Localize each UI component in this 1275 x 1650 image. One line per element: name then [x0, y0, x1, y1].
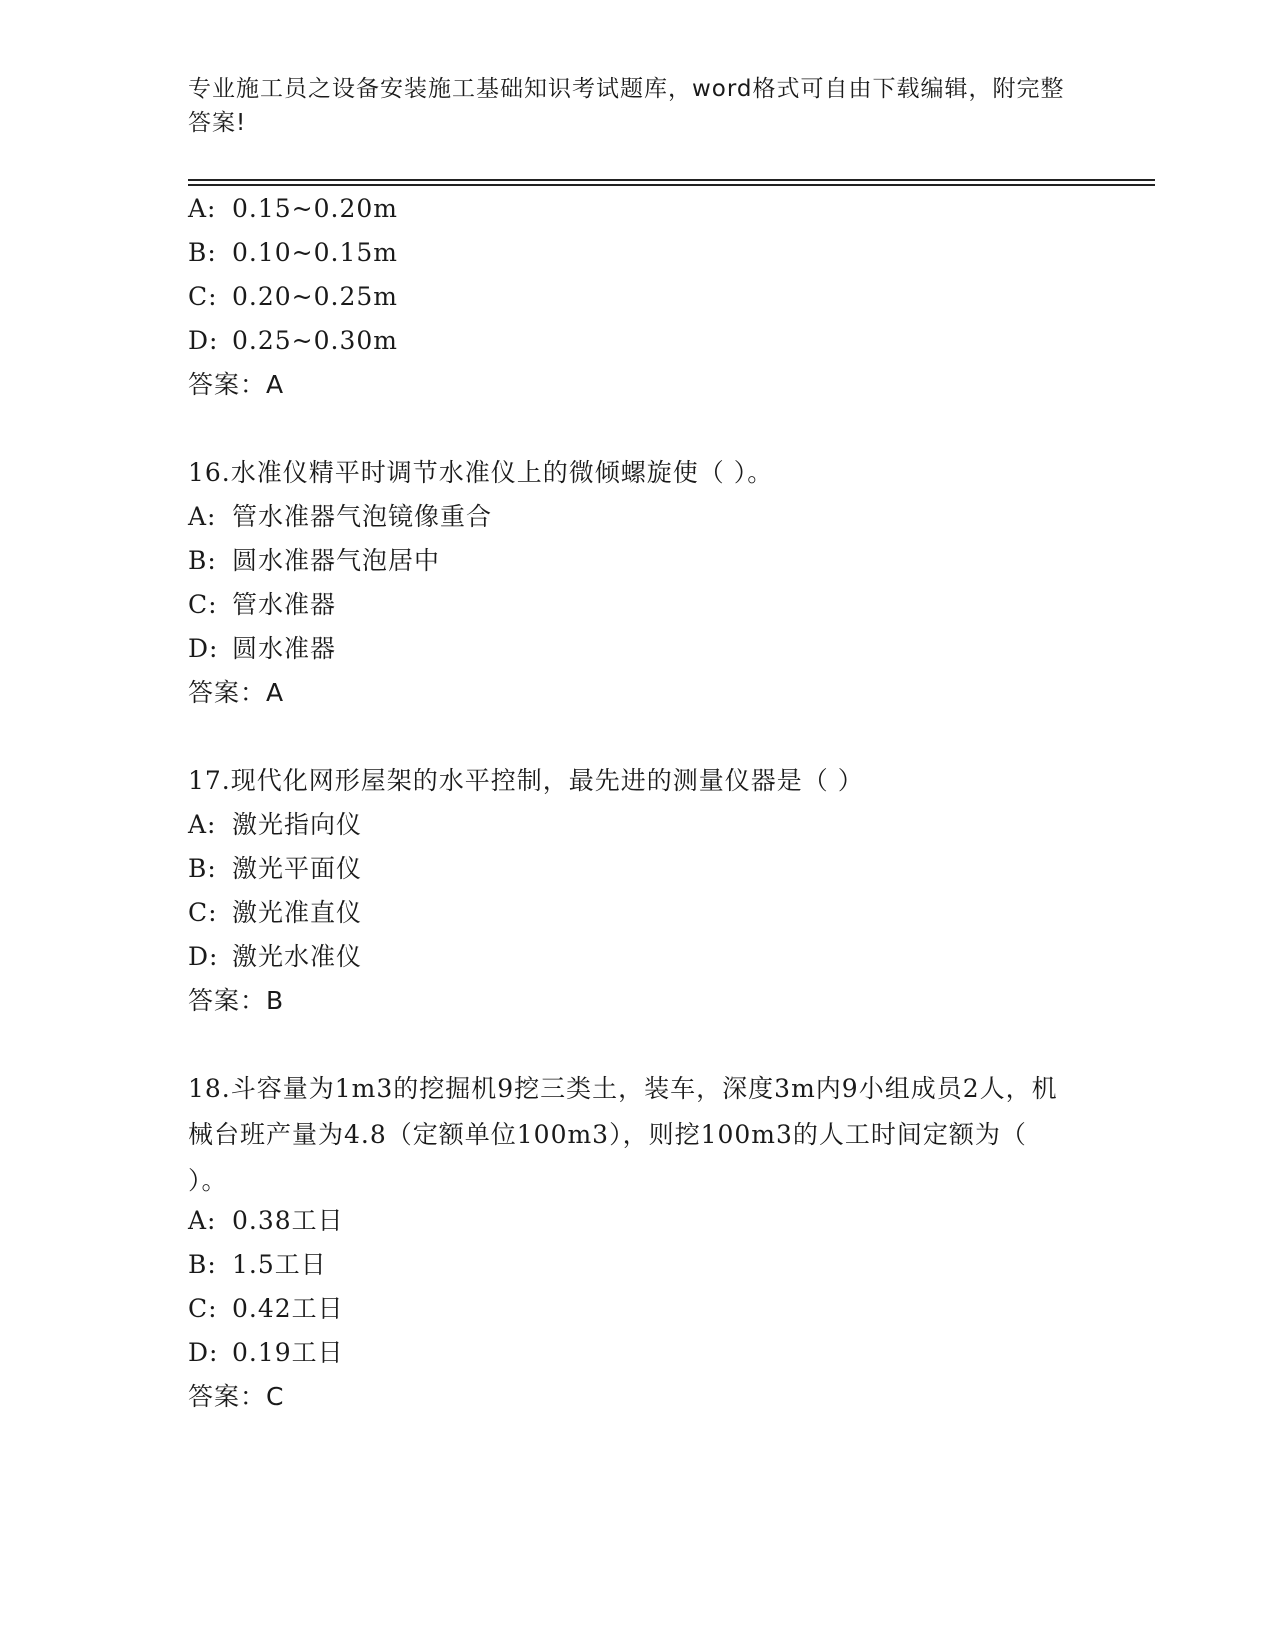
option-text: 0.15~0.20m — [232, 194, 398, 223]
option-text: 0.20~0.25m — [232, 282, 398, 311]
option-label: C: — [188, 898, 218, 927]
q17-answer: 答案：B — [188, 986, 285, 1015]
q15-option-b — [188, 236, 398, 270]
option-label: A: — [188, 194, 217, 223]
option-text: 0.38工日 — [232, 1206, 344, 1235]
option-label: A: — [188, 502, 217, 531]
option-label: D: — [188, 1338, 219, 1367]
q17-stem: 17.现代化网形屋架的水平控制，最先进的测量仪器是（ ） — [188, 766, 864, 795]
q18-option-a — [188, 1204, 344, 1238]
q16-option-c — [188, 588, 336, 622]
option-label: B: — [188, 1250, 217, 1279]
q18-option-d — [188, 1336, 344, 1370]
option-label: A: — [188, 1206, 217, 1235]
option-text: 0.42工日 — [232, 1294, 344, 1323]
option-label: C: — [188, 1294, 218, 1323]
q16-option-a — [188, 500, 492, 534]
option-label: B: — [188, 854, 217, 883]
option-text: 激光水准仪 — [232, 942, 363, 971]
q18-option-c — [188, 1292, 344, 1326]
option-text: 0.10~0.15m — [232, 238, 398, 267]
q15-answer: 答案：A — [188, 370, 285, 399]
option-text: 激光准直仪 — [232, 898, 363, 927]
option-label: D: — [188, 634, 219, 663]
option-label: C: — [188, 590, 218, 619]
q16-stem: 16.水准仪精平时调节水准仪上的微倾螺旋使（ ）。 — [188, 458, 774, 487]
option-label: A: — [188, 810, 217, 839]
q15-option-a — [188, 192, 398, 226]
option-text: 1.5工日 — [232, 1250, 327, 1279]
q17-option-c — [188, 896, 362, 930]
q16-option-b — [188, 544, 440, 578]
option-text: 0.19工日 — [232, 1338, 344, 1367]
q18-option-b — [188, 1248, 327, 1282]
option-text: 圆水准器 — [232, 634, 337, 663]
q17-option-d — [188, 940, 362, 974]
q17-option-b — [188, 852, 362, 886]
q16-answer: 答案：A — [188, 678, 285, 707]
option-label: D: — [188, 942, 219, 971]
option-label: D: — [188, 326, 219, 355]
q18-stem: 18.斗容量为1m3的挖掘机9挖三类土，装车，深度3m内9小组成员2人，机械台班产量为4.8（定额单位100m3），则挖100m3的人工时间定额为（ ）。 — [188, 1074, 1058, 1195]
q15-option-c — [188, 280, 398, 314]
option-text: 圆水准器气泡居中 — [232, 546, 441, 575]
q16-option-d — [188, 632, 336, 666]
option-text: 激光指向仪 — [232, 810, 363, 839]
option-text: 0.25~0.30m — [232, 326, 398, 355]
option-text: 激光平面仪 — [232, 854, 363, 883]
option-text: 管水准器气泡镜像重合 — [232, 502, 493, 531]
option-label: B: — [188, 238, 217, 267]
option-label: C: — [188, 282, 218, 311]
header-divider-bottom — [188, 184, 1155, 186]
q18-answer: 答案：C — [188, 1382, 285, 1411]
option-label: B: — [188, 546, 217, 575]
q15-option-d — [188, 324, 398, 358]
option-text: 管水准器 — [232, 590, 337, 619]
q17-option-a — [188, 808, 362, 842]
document-title: 专业施工员之设备安装施工基础知识考试题库，word格式可自由下载编辑，附完整答案! — [188, 76, 1065, 136]
header-divider-top — [188, 179, 1155, 181]
